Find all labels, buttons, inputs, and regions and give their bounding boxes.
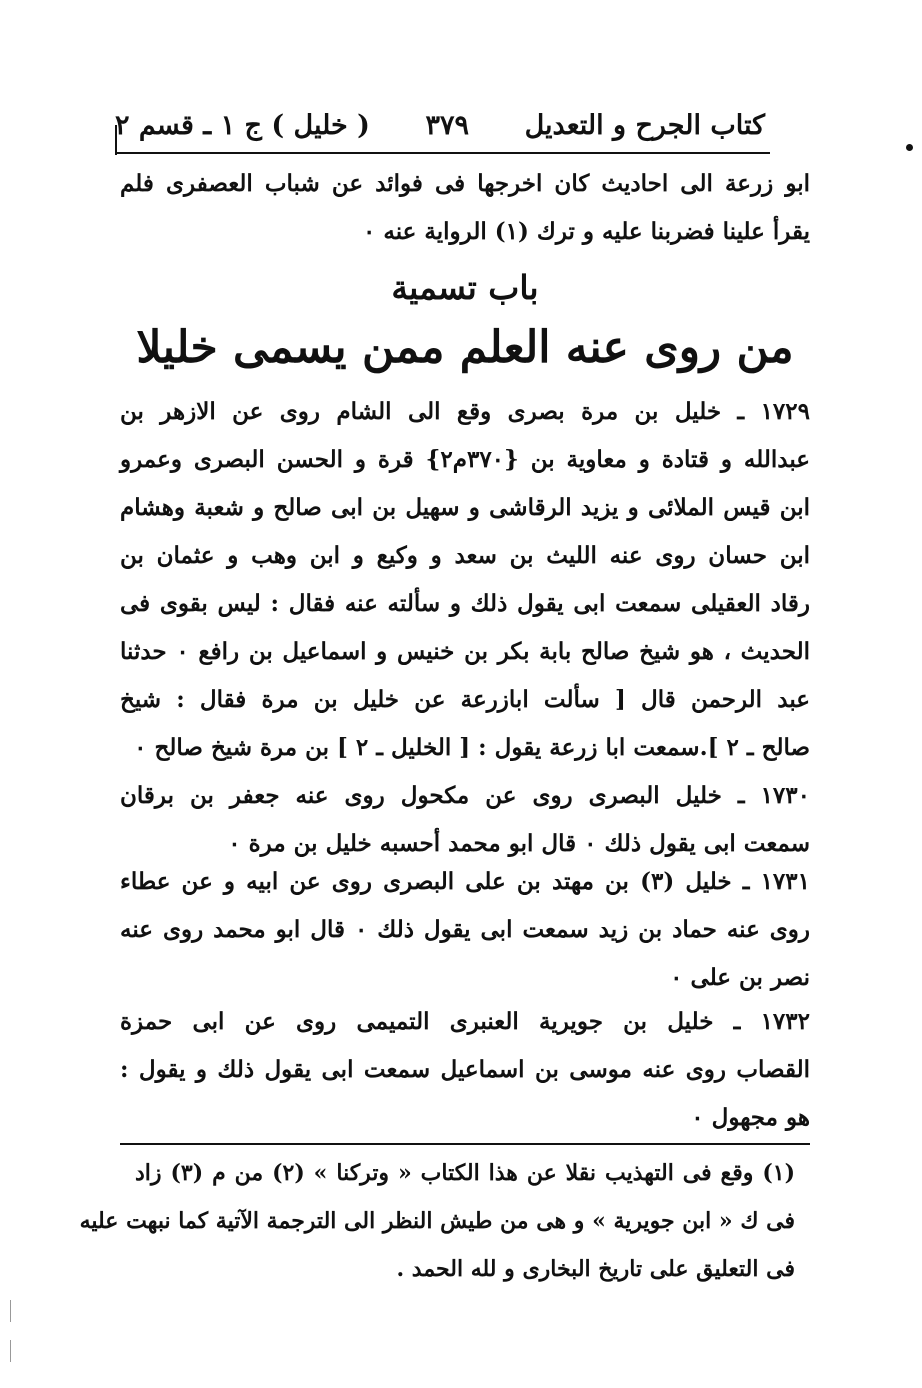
entry-1732-line: ١٧٣٢ ـ خليل بن جويرية العنبرى التميمى روى عن ابى حمزة [120, 1008, 810, 1035]
continuation-line: ابو زرعة الى احاديث كان اخرجها فى فوائد عن شباب العصفرى فلم [120, 170, 810, 197]
edge-mark [906, 144, 913, 151]
scan-margin-mark [10, 1340, 11, 1362]
entry-1732-line: القصاب روى عنه موسى بن اسماعيل سمعت ابى يقول ذلك و يقول : [120, 1056, 810, 1083]
chapter-title: باب تسمية [391, 268, 539, 307]
entry-1729-line: عبد الرحمن قال [ سألت ابازرعة عن خليل بن مرة فقال : شيخ [120, 686, 810, 713]
book-title: كتاب الجرح و التعديل [524, 109, 765, 141]
entry-1729-line: ١٧٢٩ ـ خليل بن مرة بصرى وقع الى الشام روى عن الازهر بن [120, 398, 810, 425]
header-rule [115, 152, 770, 154]
entry-1731-line: ١٧٣١ ـ خليل (٣) بن مهتد بن على البصرى روى عن ابيه و عن عطاء [120, 868, 810, 895]
header-rule-tick [115, 125, 117, 155]
entry-1729-line: ابن حسان روى عنه الليث بن سعد و وكيع و ابن وهب و عثمان بن [120, 542, 810, 569]
footnote-rule [120, 1143, 810, 1145]
running-header [115, 100, 765, 150]
entry-1732-line: هو مجهول ٠ [691, 1104, 810, 1131]
scan-margin-mark [10, 1300, 11, 1322]
entry-1730-line: ١٧٣٠ ـ خليل البصرى روى عن مكحول روى عنه جعفر بن برقان [120, 782, 810, 809]
section-label: ( خليل ) ج ١ ـ قسم ٢ [115, 109, 370, 141]
entry-1729-line: الحديث ، هو شيخ صالح بابة بكر بن خنيس و اسماعيل بن رافع ٠ حدثنا [120, 638, 810, 665]
entry-1731-line: نصر بن على ٠ [670, 964, 810, 991]
footnote-line: فى ك « ابن جويرية » و هى من طيش النظر الى الترجمة الآتية كما نبهت عليه [79, 1208, 795, 1234]
entry-1729-line: رقاد العقيلى سمعت ابى يقول ذلك و سألته عنه فقال : ليس بقوى فى [120, 590, 810, 617]
page-number: ٣٧٩ [425, 109, 470, 141]
entry-1729-line: ابن قيس الملائى و يزيد الرقاشى و سهيل بن ابى صالح و شعبة وهشام [120, 494, 810, 521]
chapter-subtitle: من روى عنه العلم ممن يسمى خليلا [136, 322, 794, 373]
entry-1729-line: صالح ـ ٢ ].سمعت ابا زرعة يقول : [ الخليل ـ ٢ ] بن مرة شيخ صالح ٠ [134, 734, 810, 761]
continuation-line: يقرأ علينا فضربنا عليه و ترك (١) الرواية عنه ٠ [363, 218, 810, 245]
footnote-line: فى التعليق على تاريخ البخارى و لله الحمد . [396, 1256, 795, 1282]
entry-1731-line: روى عنه حماد بن زيد سمعت ابى يقول ذلك ٠ قال ابو محمد روى عنه [120, 916, 810, 943]
footnote-line: (١) وقع فى التهذيب نقلا عن هذا الكتاب « وتركنا » (٢) من م (٣) زاد [135, 1160, 795, 1186]
entry-1729-line: عبدالله و قتادة و معاوية بن {٣٧٠م٢} قرة و الحسن البصرى وعمرو [120, 446, 810, 473]
entry-1730-line: سمعت ابى يقول ذلك ٠ قال ابو محمد أحسبه خليل بن مرة ٠ [228, 830, 810, 857]
